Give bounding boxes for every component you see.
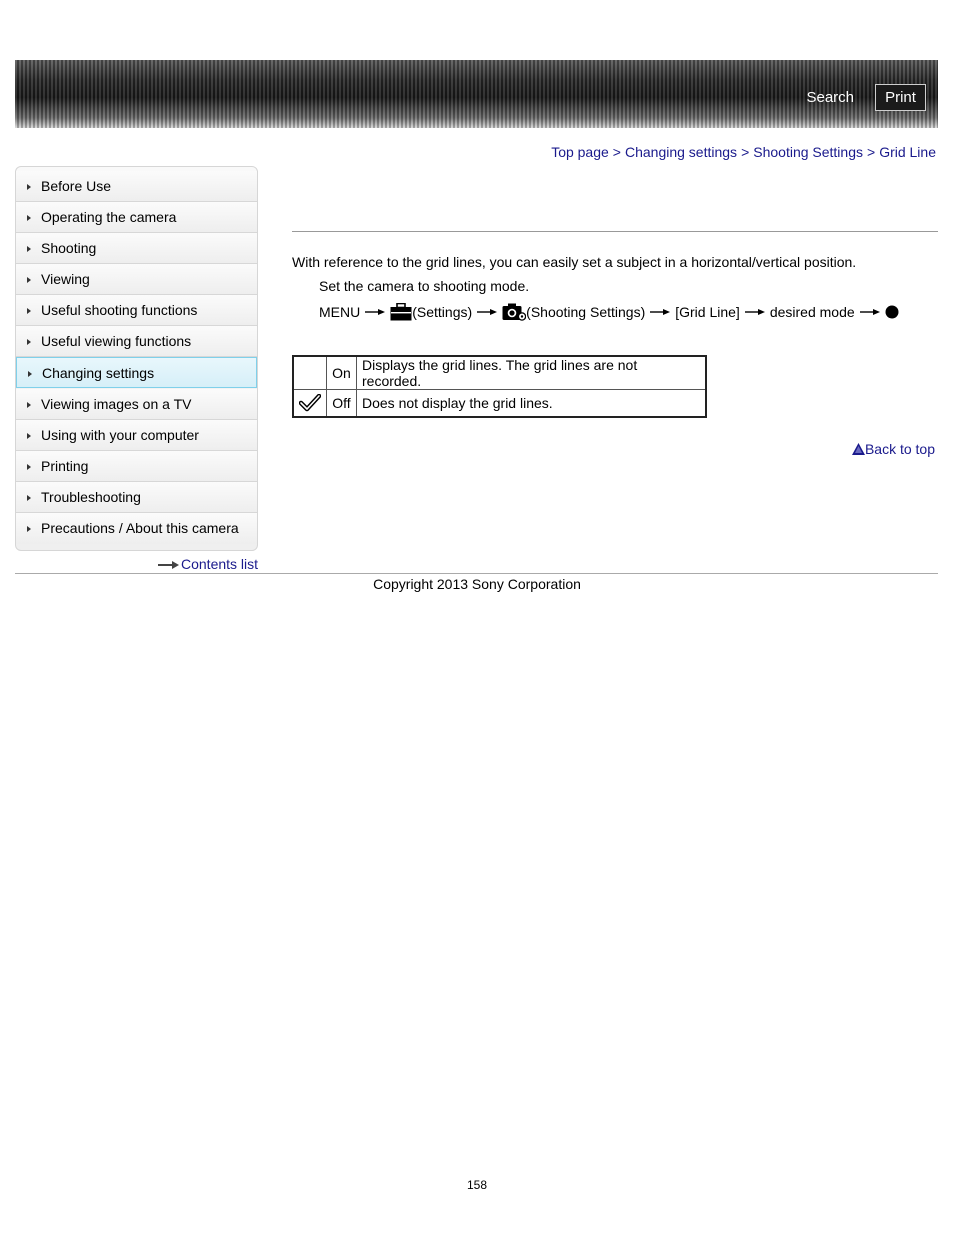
shooting-settings-label: (Shooting Settings): [526, 304, 646, 320]
sidebar-item-label: Operating the camera: [41, 209, 177, 225]
triangle-right-icon: [27, 246, 31, 252]
option-description: Displays the grid lines. The grid lines are not recorded.: [357, 356, 706, 390]
triangle-right-icon: [27, 215, 31, 221]
footer-divider: [15, 573, 938, 574]
intro-text: With reference to the grid lines, you can easily set a subject in a horizontal/vertical position.: [292, 254, 857, 270]
triangle-right-icon: [27, 184, 31, 190]
sidebar-item-label: Viewing: [41, 271, 90, 287]
sidebar-item-label: Troubleshooting: [41, 489, 141, 505]
sidebar-item-label: Changing settings: [42, 365, 155, 381]
triangle-right-icon: [27, 308, 31, 314]
triangle-right-icon: [27, 433, 31, 439]
step-1-text: Set the camera to shooting mode.: [319, 278, 530, 294]
breadcrumb-separator: >: [741, 144, 750, 160]
page-number: 158: [466, 1178, 488, 1192]
default-mark-cell: [293, 390, 327, 417]
triangle-right-icon: [27, 339, 31, 345]
sidebar-item-changing-settings[interactable]: [16, 357, 257, 388]
center-button-icon: [885, 305, 899, 319]
triangle-right-icon: [27, 402, 31, 408]
contents-list-link[interactable]: [158, 556, 258, 572]
arrow-right-icon: [860, 308, 880, 316]
sidebar-item-precautions[interactable]: [16, 513, 257, 544]
triangle-up-icon: [852, 443, 865, 455]
copyright-text: Copyright 2013 Sony Corporation: [373, 576, 581, 592]
default-mark-cell: [293, 356, 327, 390]
breadcrumb-separator: >: [867, 144, 876, 160]
title-divider: [292, 231, 938, 232]
sidebar-item-label: Useful viewing functions: [41, 333, 192, 349]
sidebar-item-label: Precautions / About this camera: [41, 520, 239, 536]
sidebar-item-printing[interactable]: [16, 451, 257, 482]
checkmark-icon: [299, 394, 321, 412]
contents-list-label: Contents list: [181, 556, 259, 572]
triangle-right-icon: [27, 464, 31, 470]
sidebar-item-viewing-images-on-a-tv[interactable]: [16, 389, 257, 420]
settings-label: (Settings): [412, 304, 473, 320]
triangle-right-icon: [27, 526, 31, 532]
option-label: On: [327, 356, 357, 390]
sidebar-item-label: Shooting: [41, 240, 97, 256]
breadcrumb-grid-line[interactable]: Grid Line: [879, 144, 936, 160]
grid-line-label: [Grid Line]: [675, 304, 740, 320]
camera-settings-icon: [502, 303, 526, 322]
sidebar-item-useful-viewing-functions[interactable]: [16, 326, 257, 357]
arrow-right-icon: [365, 308, 385, 316]
breadcrumb-top-page[interactable]: Top page: [551, 144, 609, 160]
sidebar-item-before-use[interactable]: [16, 171, 257, 202]
option-label: Off: [327, 390, 357, 417]
sidebar-item-label: Using with your computer: [41, 427, 199, 443]
breadcrumb-shooting-settings[interactable]: Shooting Settings: [753, 144, 863, 160]
sidebar-item-viewing[interactable]: [16, 264, 257, 295]
sidebar-item-troubleshooting[interactable]: [16, 482, 257, 513]
breadcrumb-changing-settings[interactable]: Changing settings: [624, 144, 738, 160]
options-table: [292, 355, 707, 418]
table-row: [293, 390, 706, 417]
back-to-top-label: Back to top: [864, 441, 935, 457]
sidebar-item-shooting[interactable]: [16, 233, 257, 264]
print-button[interactable]: Print: [875, 84, 926, 111]
sidebar-item-label: Printing: [41, 458, 89, 474]
sidebar-item-using-with-your-computer[interactable]: [16, 420, 257, 451]
breadcrumb: [551, 144, 936, 160]
sidebar-item-label: Viewing images on a TV: [41, 396, 192, 412]
breadcrumb-separator: >: [612, 144, 621, 160]
triangle-right-icon: [27, 495, 31, 501]
sidebar-item-label: Useful shooting functions: [41, 302, 198, 318]
arrow-right-icon: [477, 308, 497, 316]
sidebar-item-useful-shooting-functions[interactable]: [16, 295, 257, 326]
back-to-top-link[interactable]: [852, 441, 935, 457]
sidebar-item-operating-the-camera[interactable]: [16, 202, 257, 233]
arrow-right-icon: [158, 561, 179, 569]
table-row: [293, 356, 706, 390]
search-link[interactable]: Search: [806, 89, 854, 106]
sidebar-nav: [15, 166, 258, 551]
toolbox-settings-icon: [390, 303, 412, 321]
sidebar-item-label: Before Use: [41, 178, 112, 194]
option-description: Does not display the grid lines.: [357, 390, 706, 417]
triangle-right-icon: [27, 277, 31, 283]
desired-mode-label: desired mode: [769, 304, 855, 320]
step-2-menu-path: [319, 298, 899, 326]
arrow-right-icon: [745, 308, 765, 316]
header-bar: [15, 60, 938, 128]
arrow-right-icon: [650, 308, 670, 316]
menu-label: MENU: [319, 304, 361, 320]
triangle-right-icon: [28, 371, 32, 377]
